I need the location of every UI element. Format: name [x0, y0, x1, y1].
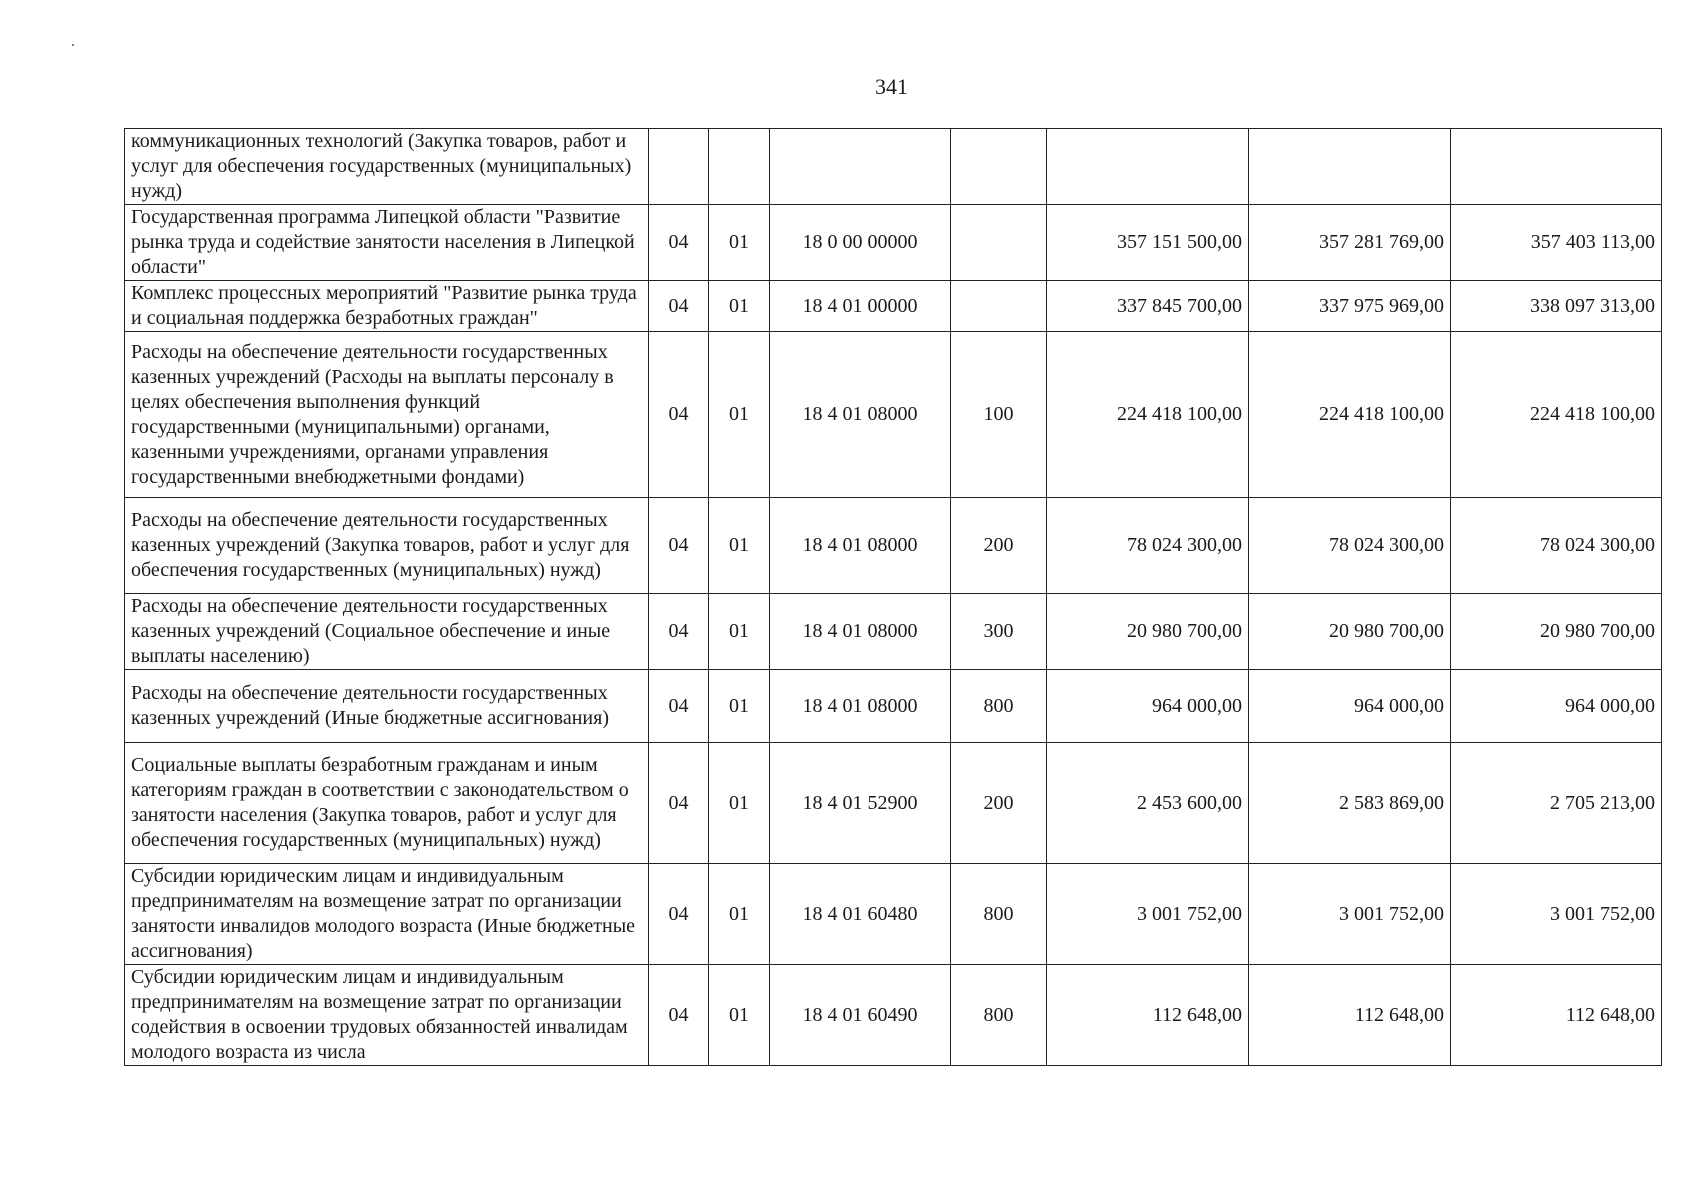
- row-sum-year2: 3 001 752,00: [1249, 864, 1451, 965]
- row-sum-year1: 20 980 700,00: [1047, 594, 1249, 670]
- row-description: Расходы на обеспечение деятельности государственных казенных учреждений (Иные бюджетные ассигнования): [125, 670, 649, 743]
- row-target-article: 18 4 01 00000: [770, 281, 951, 332]
- table-row: [125, 965, 1662, 1066]
- row-sum-year3: 338 097 313,00: [1451, 281, 1662, 332]
- row-sum-year3: [1451, 129, 1662, 205]
- row-sum-year3: 964 000,00: [1451, 670, 1662, 743]
- page-number: 341: [875, 74, 908, 99]
- row-expense-type: 800: [951, 864, 1047, 965]
- row-subsection: 01: [709, 498, 770, 594]
- table-row: [125, 205, 1662, 281]
- row-target-article: 18 4 01 08000: [770, 594, 951, 670]
- row-sum-year3: 3 001 752,00: [1451, 864, 1662, 965]
- row-expense-type: 800: [951, 965, 1047, 1066]
- row-expense-type: 300: [951, 594, 1047, 670]
- row-target-article: 18 4 01 60490: [770, 965, 951, 1066]
- row-sum-year3: 2 705 213,00: [1451, 743, 1662, 864]
- row-subsection: 01: [709, 743, 770, 864]
- row-target-article: 18 4 01 08000: [770, 332, 951, 498]
- row-description: Субсидии юридическим лицам и индивидуальным предпринимателям на возмещение затрат по организации занятости инвалидов молодого возраста (Иные бюджетные ассигнования): [125, 864, 649, 965]
- row-subsection: 01: [709, 594, 770, 670]
- row-section: 04: [649, 281, 709, 332]
- row-sum-year2: 78 024 300,00: [1249, 498, 1451, 594]
- row-sum-year3: 357 403 113,00: [1451, 205, 1662, 281]
- row-target-article: 18 0 00 00000: [770, 205, 951, 281]
- row-sum-year1: 224 418 100,00: [1047, 332, 1249, 498]
- row-expense-type: 100: [951, 332, 1047, 498]
- row-target-article: 18 4 01 52900: [770, 743, 951, 864]
- row-section: 04: [649, 743, 709, 864]
- table-row: [125, 670, 1662, 743]
- row-description: Расходы на обеспечение деятельности государственных казенных учреждений (Закупка товаров, работ и услуг для обеспечения государственных (муниципальных) нужд): [125, 498, 649, 594]
- row-subsection: 01: [709, 864, 770, 965]
- row-description: коммуникационных технологий (Закупка товаров, работ и услуг для обеспечения государственных (муниципальных) нужд): [125, 129, 649, 205]
- row-section: 04: [649, 965, 709, 1066]
- row-sum-year2: 964 000,00: [1249, 670, 1451, 743]
- row-description: Субсидии юридическим лицам и индивидуальным предпринимателям на возмещение затрат по организации содействия в освоении трудовых обязанностей инвалидам молодого возраста из числа: [125, 965, 649, 1066]
- table-row: [125, 743, 1662, 864]
- row-description: Государственная программа Липецкой области "Развитие рынка труда и содействие занятости населения в Липецкой области": [125, 205, 649, 281]
- row-description: Расходы на обеспечение деятельности государственных казенных учреждений (Социальное обеспечение и иные выплаты населению): [125, 594, 649, 670]
- row-expense-type: 200: [951, 498, 1047, 594]
- row-sum-year1: 357 151 500,00: [1047, 205, 1249, 281]
- row-sum-year3: 112 648,00: [1451, 965, 1662, 1066]
- row-expense-type: 200: [951, 743, 1047, 864]
- row-sum-year1: 3 001 752,00: [1047, 864, 1249, 965]
- row-subsection: 01: [709, 965, 770, 1066]
- row-subsection: 01: [709, 670, 770, 743]
- row-sum-year1: 112 648,00: [1047, 965, 1249, 1066]
- table-row: [125, 332, 1662, 498]
- row-description: Социальные выплаты безработным гражданам и иным категориям граждан в соответствии с законодательством о занятости населения (Закупка товаров, работ и услуг для обеспечения государственных (муниципальных) нужд): [125, 743, 649, 864]
- row-description: Комплекс процессных мероприятий "Развитие рынка труда и социальная поддержка безработных граждан": [125, 281, 649, 332]
- row-sum-year1: 964 000,00: [1047, 670, 1249, 743]
- row-sum-year2: 357 281 769,00: [1249, 205, 1451, 281]
- row-sum-year1: 2 453 600,00: [1047, 743, 1249, 864]
- row-section: 04: [649, 332, 709, 498]
- row-section: 04: [649, 670, 709, 743]
- row-expense-type: [951, 129, 1047, 205]
- row-expense-type: 800: [951, 670, 1047, 743]
- row-sum-year2: 112 648,00: [1249, 965, 1451, 1066]
- row-sum-year2: [1249, 129, 1451, 205]
- row-section: 04: [649, 498, 709, 594]
- table-row: [125, 594, 1662, 670]
- row-section: [649, 129, 709, 205]
- row-section: 04: [649, 864, 709, 965]
- row-target-article: 18 4 01 60480: [770, 864, 951, 965]
- row-sum-year2: 20 980 700,00: [1249, 594, 1451, 670]
- row-sum-year2: 224 418 100,00: [1249, 332, 1451, 498]
- row-target-article: 18 4 01 08000: [770, 670, 951, 743]
- row-expense-type: [951, 205, 1047, 281]
- row-sum-year3: 20 980 700,00: [1451, 594, 1662, 670]
- row-sum-year1: 337 845 700,00: [1047, 281, 1249, 332]
- row-sum-year3: 224 418 100,00: [1451, 332, 1662, 498]
- table-row: [125, 864, 1662, 965]
- row-sum-year1: 78 024 300,00: [1047, 498, 1249, 594]
- row-section: 04: [649, 205, 709, 281]
- table-row: [125, 498, 1662, 594]
- row-sum-year3: 78 024 300,00: [1451, 498, 1662, 594]
- row-section: 04: [649, 594, 709, 670]
- budget-table: [124, 128, 1662, 1066]
- row-subsection: [709, 129, 770, 205]
- row-subsection: 01: [709, 332, 770, 498]
- row-subsection: 01: [709, 205, 770, 281]
- row-expense-type: [951, 281, 1047, 332]
- row-sum-year2: 337 975 969,00: [1249, 281, 1451, 332]
- row-sum-year1: [1047, 129, 1249, 205]
- row-target-article: 18 4 01 08000: [770, 498, 951, 594]
- row-subsection: 01: [709, 281, 770, 332]
- table-row: [125, 129, 1662, 205]
- row-sum-year2: 2 583 869,00: [1249, 743, 1451, 864]
- row-description: Расходы на обеспечение деятельности государственных казенных учреждений (Расходы на выплаты персоналу в целях обеспечения выполнения функций государственными (муниципальными) органами, казенными учреждениями, органами управления государственными внебюджетными фондами): [125, 332, 649, 498]
- table-row: [125, 281, 1662, 332]
- scan-speck: [72, 44, 74, 46]
- row-target-article: [770, 129, 951, 205]
